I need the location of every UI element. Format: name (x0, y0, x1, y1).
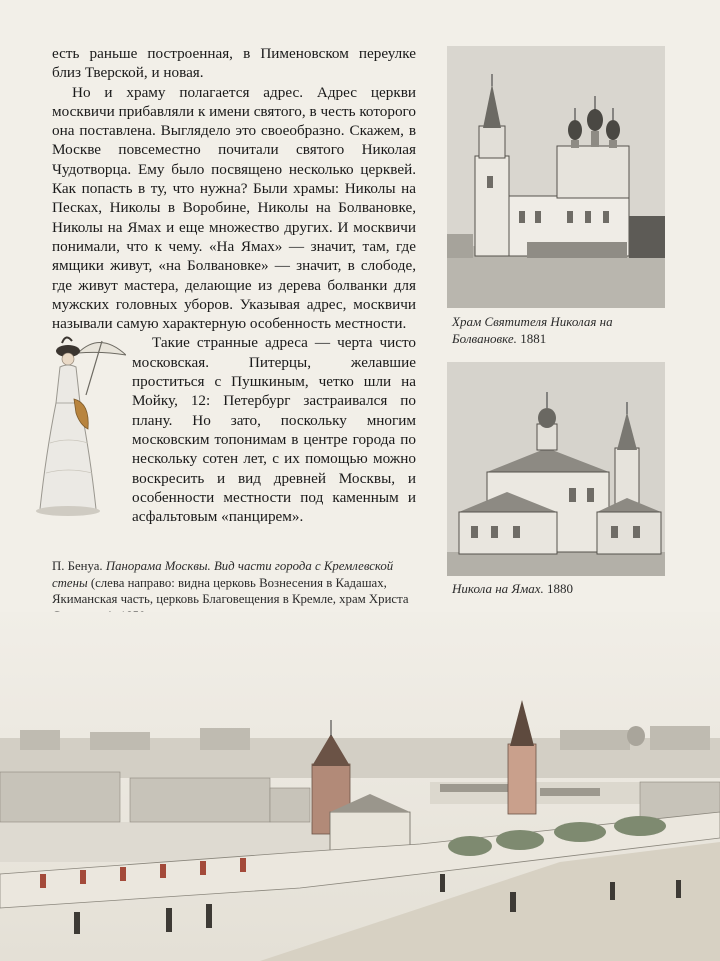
paragraph-3: Такие странные адреса — черта чисто московская. Питерцы, желавшие проститься с Пушкиным, четко шли на Мойку, 12: Петербург застраивался по плану. Но зато, поскольку многим московским топонимам в центре города по нескольку сотен лет, с их помощью можно воскресить и вид древней Москвы, и особенности местности под каменным и асфальтовым «панцирем». (132, 334, 416, 526)
photo-nikola-na-yamakh (447, 362, 665, 576)
photo1-caption (452, 314, 667, 347)
panorama-caption-title: Панорама Москвы. Вид части города с Кремлевской стены (52, 559, 394, 590)
photo1-caption-year: 1881 (520, 330, 547, 346)
photo1-caption-title: Храм Святителя Николая на Болвановке. (452, 314, 613, 346)
panorama-caption-author: П. Бенуа. (52, 559, 103, 573)
paragraph-1: есть раньше построенная, в Пименовском переулке близ Тверской, и новая. (52, 45, 416, 82)
photo2-caption-title: Никола на Ямах. (452, 581, 544, 596)
photo2-caption (452, 581, 667, 598)
panorama-of-moscow-illustration (0, 612, 720, 961)
lady-with-parasol-illustration (30, 333, 126, 521)
photo2-caption-year: 1880 (547, 581, 574, 596)
paragraph-2: Но и храму полагается адрес. Адрес церкви москвичи прибавляли к имени святого, в честь которого она поставлена. Выглядело это своеобразно. Скажем, в Москве повсеместно почитали святого Николая Чудотворца. Ему было посвящено несколько церквей. Как попасть в ту, что нужна? Были храмы: Николы на Песках, Николы в Воробине, Николы на Болвановке, Николы на Ямах и еще множество других. И москвичи понимали, что к чему. «На Ямах» — значит, там, где ямщики живут, «на Болвановке» — значит, в слободе, где живут мастера, делающие из дерева болванки для мужских головных уборов. Указывая адрес, москвичи называли самую характерную особенность местности. (52, 83, 416, 333)
photo-church-bolvanovka (447, 46, 665, 308)
panorama-caption-details: (слева направо: видна церковь Вознесения в Кадашах, Якиманская часть, церковь Благовещения в Кремле, храм Христа (52, 575, 409, 606)
main-text-column (52, 44, 416, 526)
